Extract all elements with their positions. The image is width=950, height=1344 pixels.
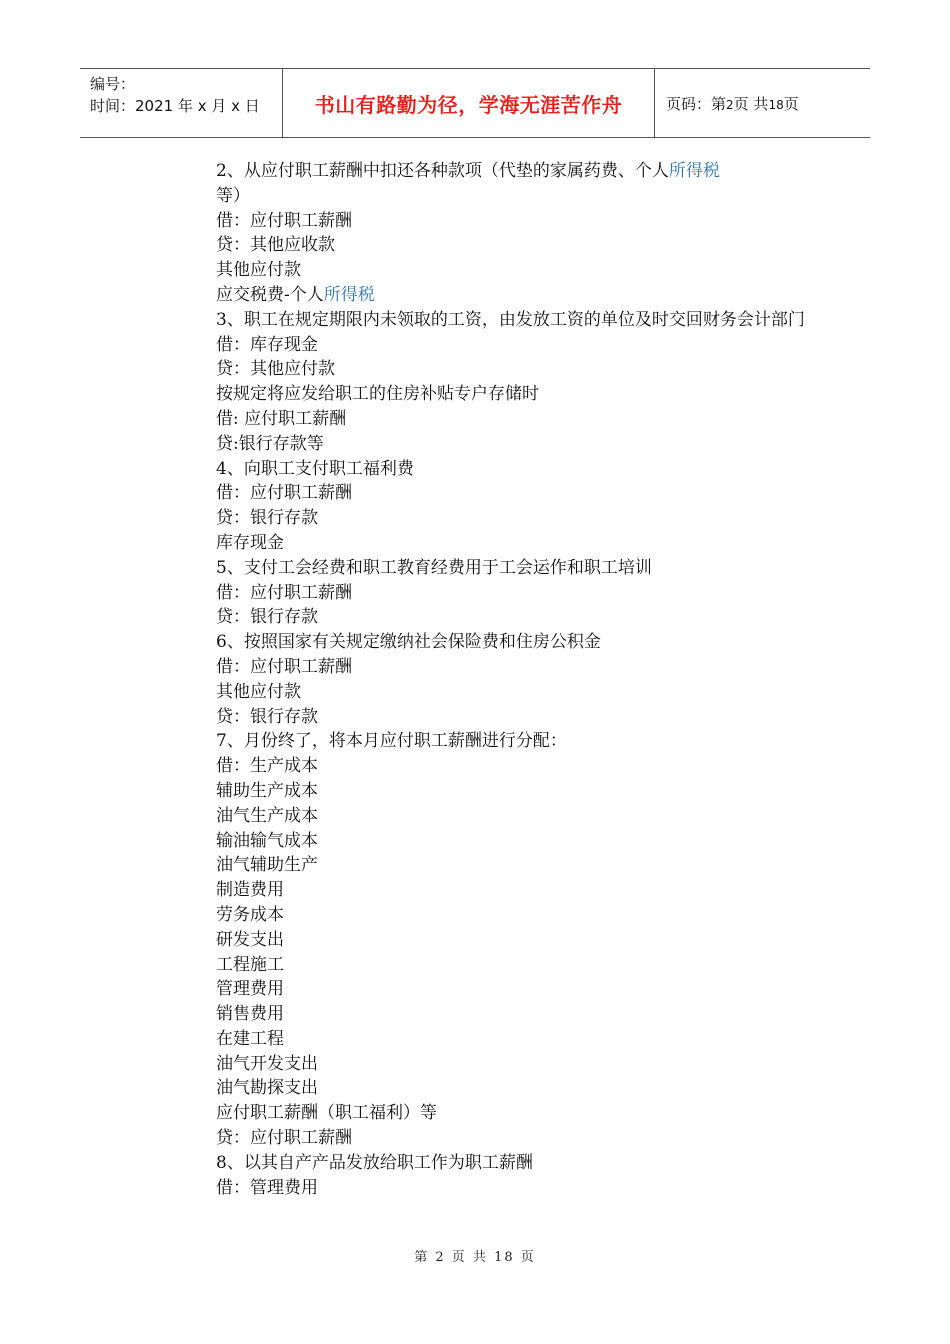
body-line: 借：应付职工薪酬 <box>216 483 352 504</box>
body-line: 管理费用 <box>216 979 284 1000</box>
page-prefix: 页码：第 <box>666 95 727 113</box>
document-number-label: 编号： <box>90 75 136 93</box>
body-line: 输油输气成本 <box>216 830 318 851</box>
page-suffix: 页 <box>783 95 799 113</box>
body-line: 8、以其自产产品发放给职工作为职工薪酬 <box>216 1152 533 1173</box>
page-mid: 页 共 <box>733 95 769 113</box>
footer-mid: 页 共 <box>451 1250 488 1265</box>
body-line: 贷：银行存款 <box>216 508 318 529</box>
body-line: 库存现金 <box>216 532 284 553</box>
body-line: 制造费用 <box>216 880 284 901</box>
body-line: 应付职工薪酬（职工福利）等 <box>216 1103 437 1124</box>
header-page-number <box>666 93 799 114</box>
body-line: 借：生产成本 <box>216 756 318 777</box>
document-date: 时间：2021 年 x 月 x 日 <box>90 97 260 115</box>
body-line: 贷：其他应收款 <box>216 235 335 256</box>
body-line: 借：管理费用 <box>216 1177 318 1198</box>
body-line: 油气生产成本 <box>216 805 318 826</box>
body-line: 贷：应付职工薪酬 <box>216 1128 352 1149</box>
body-line: 贷：银行存款 <box>216 607 318 628</box>
body-line: 辅助生产成本 <box>216 780 318 801</box>
header-divider <box>654 69 655 137</box>
body-line: 借：应付职工薪酬 <box>216 582 352 603</box>
body-line: 研发支出 <box>216 929 284 950</box>
body-line: 销售费用 <box>216 1004 284 1025</box>
body-line: 劳务成本 <box>216 904 284 925</box>
body-line: 借: 应付职工薪酬 <box>216 408 347 429</box>
page-footer <box>0 1246 950 1265</box>
body-line: 按规定将应发给职工的住房补贴专户存储时 <box>216 384 539 405</box>
body-line: 5、支付工会经费和职工教育经费用于工会运作和职工培训 <box>216 557 652 578</box>
body-line: 等） <box>216 185 250 206</box>
header-meta <box>90 73 260 117</box>
body-line: 油气辅助生产 <box>216 855 318 876</box>
body-line: 3、职工在规定期限内未领取的工资，由发放工资的单位及时交回财务会计部门 <box>216 309 805 330</box>
body-line: 贷:银行存款等 <box>216 433 324 454</box>
body-line: 借：库存现金 <box>216 334 318 355</box>
body-line: 4、向职工支付职工福利费 <box>216 458 414 479</box>
income-tax-link[interactable]: 所得税 <box>668 161 720 181</box>
header-motto: 书山有路勤为径，学海无涯苦作舟 <box>314 93 623 117</box>
body-line: 在建工程 <box>216 1028 284 1049</box>
footer-total: 18 <box>494 1250 515 1265</box>
footer-suffix: 页 <box>520 1250 536 1265</box>
body-line: 其他应付款 <box>216 260 301 281</box>
footer-current: 2 <box>435 1250 446 1265</box>
footer-prefix: 第 <box>414 1250 430 1265</box>
body-line: 油气开发支出 <box>216 1053 318 1074</box>
page-total: 18 <box>768 98 784 112</box>
income-tax-link[interactable]: 所得税 <box>323 284 375 305</box>
body-line: 油气勘探支出 <box>216 1078 318 1099</box>
body-line: 贷：银行存款 <box>216 706 318 727</box>
body-line: 贷：其他应付款 <box>216 359 335 380</box>
body-line: 工程施工 <box>216 954 284 975</box>
body-line: 7、月份终了，将本月应付职工薪酬进行分配： <box>216 731 567 752</box>
body-line: 借：应付职工薪酬 <box>216 210 352 231</box>
body-line: 2、从应付职工薪酬中扣还各种款项（代垫的家属药费、个人所得税 <box>216 161 720 181</box>
body-line: 6、按照国家有关规定缴纳社会保险费和住房公积金 <box>216 632 601 653</box>
body-line: 借：应付职工薪酬 <box>216 656 352 677</box>
page-header <box>80 68 870 138</box>
document-body <box>216 159 816 1200</box>
body-line: 应交税费-个人所得税 <box>216 284 375 305</box>
body-line: 其他应付款 <box>216 681 301 702</box>
page-current: 2 <box>726 98 734 112</box>
